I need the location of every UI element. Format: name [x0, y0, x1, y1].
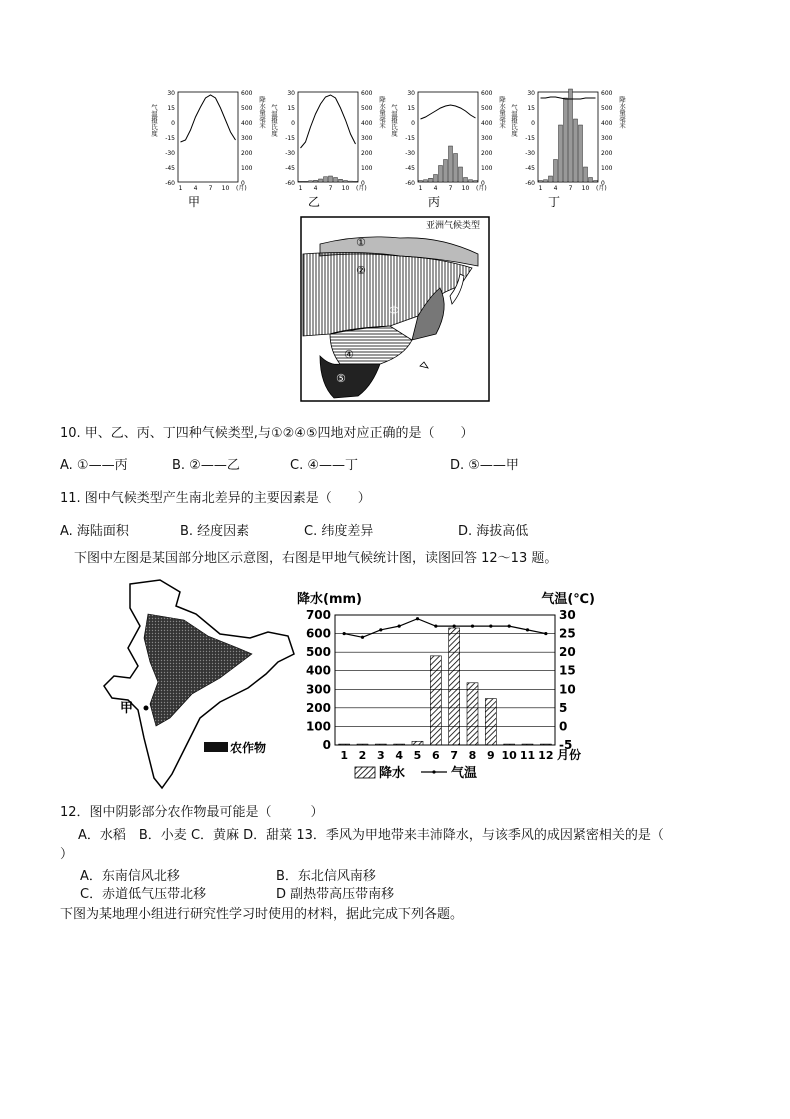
q11-option-b: B. 经度因素 — [180, 524, 250, 539]
temperature-point — [343, 632, 346, 635]
precip-bar — [569, 89, 573, 182]
precip-bar — [439, 166, 443, 183]
y-tick-label: 500 — [305, 645, 331, 660]
precip-bar — [474, 181, 478, 183]
temperature-point — [544, 632, 547, 635]
temp-tick-label: 0 — [171, 120, 175, 127]
y-tick-label: 600 — [305, 626, 331, 641]
temp-axis-title: 气温摄氏度 — [510, 104, 518, 137]
precip-axis-title: 降水量毫米 — [378, 96, 386, 129]
precip-bar — [349, 181, 353, 182]
month-tick-label: 4 — [313, 185, 318, 192]
temp-tick-label: 15 — [407, 105, 415, 112]
month-tick-label: 4 — [193, 185, 198, 192]
precipitation-bar — [522, 744, 533, 745]
precipitation-bar — [394, 744, 405, 745]
temp-tick-label: -45 — [285, 165, 295, 172]
month-tick-label: 4 — [553, 185, 558, 192]
y-tick-label: 700 — [305, 608, 331, 622]
temp-tick-label: -30 — [525, 150, 535, 157]
temp-tick-label: 30 — [287, 90, 295, 97]
temp-tick-label: -45 — [165, 165, 175, 172]
y-tick-label: 100 — [305, 719, 331, 734]
x-tick-label: 4 — [395, 749, 403, 762]
precipitation-bar — [467, 683, 478, 745]
temp-tick-label: -60 — [165, 180, 175, 187]
precip-bar — [434, 175, 438, 183]
precip-bar — [454, 154, 458, 183]
precip-bar — [419, 181, 423, 183]
question-11-stem: 11. 图中气候类型产生南北差异的主要因素是（ ） — [60, 491, 371, 506]
temp-tick-label: -15 — [285, 135, 295, 142]
temp-tick-label: 15 — [527, 105, 535, 112]
marker-3: ③ — [389, 304, 399, 317]
y2-tick-label: 15 — [559, 663, 576, 678]
q13-close-paren: ） — [60, 847, 74, 862]
month-tick-label: 4 — [433, 185, 438, 192]
precip-tick-label: 0 — [241, 180, 245, 187]
month-unit-label: (月) — [236, 185, 247, 192]
q11-option-d: D. 海拔高低 — [458, 524, 529, 539]
precip-bar — [579, 125, 583, 182]
temp-tick-label: 15 — [287, 105, 295, 112]
month-tick-label: 7 — [208, 185, 213, 192]
precipitation-bar — [430, 656, 441, 745]
precip-tick-label: 400 — [481, 120, 493, 127]
precip-tick-label: 300 — [481, 135, 493, 142]
precip-bar — [444, 160, 448, 183]
temp-tick-label: -60 — [285, 180, 295, 187]
climate-chart-4 — [510, 89, 626, 208]
month-tick-label: 1 — [298, 185, 303, 192]
precip-tick-label: 100 — [241, 165, 253, 172]
precipitation-bar — [449, 628, 460, 745]
month-tick-label: 7 — [448, 185, 453, 192]
closing-instruction: 下图为某地理小组进行研究性学习时使用的材料，据此完成下列各题。 — [60, 907, 464, 922]
temp-tick-label: -30 — [285, 150, 295, 157]
q11-option-a: A. 海陆面积 — [60, 524, 129, 539]
precip-tick-label: 200 — [361, 150, 373, 157]
precipitation-bar — [540, 744, 551, 745]
point-jia-label: 甲 — [120, 701, 134, 716]
precip-bar — [539, 181, 543, 183]
x-tick-label: 7 — [450, 749, 458, 762]
temp-tick-label: -60 — [405, 180, 415, 187]
q11-option-c: C. 纬度差异 — [304, 524, 374, 539]
month-tick-label: 1 — [418, 185, 423, 192]
q10-option-b: B. ②——乙 — [172, 458, 240, 473]
precip-bar — [429, 178, 433, 182]
temp-tick-label: 15 — [167, 105, 175, 112]
temperature-point — [508, 625, 511, 628]
y-axis-title: 降水(mm) — [297, 592, 362, 607]
q12-options-and-q13 — [78, 827, 664, 845]
precip-bar — [304, 181, 308, 182]
legend-crop-swatch — [204, 742, 228, 752]
question-13-stem: 13．季风为甲地带来丰沛降水，与该季风的成因紧密相关的是（ — [296, 828, 664, 843]
precip-bar — [544, 180, 548, 182]
precip-tick-label: 100 — [481, 165, 493, 172]
precip-axis-title: 降水量毫米 — [618, 96, 626, 129]
legend-temp-label: 气温 — [451, 766, 478, 781]
temp-axis-title: 气温摄氏度 — [150, 104, 158, 137]
precip-tick-label: 400 — [601, 120, 613, 127]
marker-4: ④ — [344, 348, 354, 361]
temp-tick-label: -30 — [165, 150, 175, 157]
temp-tick-label: -15 — [405, 135, 415, 142]
y2-tick-label: 0 — [559, 719, 568, 734]
month-tick-label: 10 — [581, 185, 590, 192]
temperature-point — [453, 625, 456, 628]
legend-precip-label: 降水 — [379, 766, 406, 781]
x-tick-label: 2 — [358, 749, 367, 762]
precip-axis-title: 降水量毫米 — [498, 96, 506, 129]
legend-precip-swatch — [355, 767, 375, 778]
x-tick-label: 9 — [487, 749, 495, 762]
precip-tick-label: 100 — [601, 165, 613, 172]
month-unit-label: (月) — [596, 185, 607, 192]
temp-axis-title: 气温摄氏度 — [270, 104, 278, 137]
climate-chart-3 — [390, 90, 506, 208]
x-tick-label: 6 — [432, 749, 440, 762]
india-crop-map — [100, 578, 300, 798]
climate-chart-label: 甲 — [188, 195, 201, 208]
precip-bar — [309, 181, 313, 182]
y-tick-label: 400 — [305, 663, 331, 678]
precip-bar — [464, 178, 468, 183]
x-tick-label: 12 — [538, 749, 554, 762]
temperature-point — [398, 625, 401, 628]
legend-crop-label: 农作物 — [230, 741, 267, 755]
precip-tick-label: 600 — [361, 90, 373, 97]
q13-option-d: D 副热带高压带南移 — [276, 887, 395, 902]
climate-chart-1 — [150, 90, 266, 208]
precip-tick-label: 300 — [361, 135, 373, 142]
precip-bar — [339, 179, 343, 182]
asia-climate-map — [300, 216, 490, 402]
q10-option-c: C. ④——丁 — [290, 458, 358, 473]
precip-bar — [299, 181, 303, 182]
precipitation-bar — [357, 744, 368, 745]
question-10-stem: 10. 甲、乙、丙、丁四种气候类型,与①②④⑤四地对应正确的是（ ） — [60, 426, 474, 441]
x-tick-label: 3 — [377, 749, 385, 762]
precip-tick-label: 200 — [241, 150, 253, 157]
precip-tick-label: 0 — [481, 180, 485, 187]
precip-tick-label: 200 — [601, 150, 613, 157]
y2-axis-title: 气温(℃) — [541, 592, 595, 607]
legend-temp-dot — [432, 770, 435, 773]
precip-bar — [314, 180, 318, 182]
x-axis-title: 月份 — [557, 748, 582, 762]
month-tick-label: 1 — [538, 185, 543, 192]
y2-tick-label: 20 — [559, 645, 576, 660]
precip-bar — [574, 119, 578, 182]
y2-tick-label: 10 — [559, 682, 576, 697]
temperature-point — [471, 625, 474, 628]
precip-tick-label: 500 — [601, 105, 613, 112]
climate-chart-label: 丙 — [428, 195, 441, 208]
y2-tick-label: -5 — [559, 738, 573, 752]
q10-option-a: A. ①——丙 — [60, 458, 128, 473]
precip-bar — [319, 179, 323, 182]
climate-charts-row — [150, 88, 630, 208]
month-tick-label: 10 — [221, 185, 230, 192]
q13-option-b: B．东北信风南移 — [276, 869, 376, 884]
precipitation-bar — [375, 744, 386, 745]
precip-bar — [549, 176, 553, 182]
precip-tick-label: 200 — [481, 150, 493, 157]
precip-bar — [589, 178, 593, 183]
precip-tick-label: 400 — [241, 120, 253, 127]
y-tick-label: 0 — [322, 738, 331, 752]
x-tick-label: 5 — [413, 749, 422, 762]
precipitation-bar — [485, 699, 496, 745]
climate-chart-frame — [538, 92, 598, 182]
precip-tick-label: 0 — [601, 180, 605, 187]
y2-tick-label: 5 — [559, 700, 568, 715]
precip-tick-label: 0 — [361, 180, 365, 187]
precip-bar — [554, 160, 558, 183]
precip-tick-label: 600 — [481, 90, 493, 97]
temp-tick-label: 0 — [531, 120, 535, 127]
y-tick-label: 200 — [305, 700, 331, 715]
precip-bar — [564, 98, 568, 182]
temp-tick-label: -30 — [405, 150, 415, 157]
temp-tick-label: 30 — [167, 90, 175, 97]
precip-tick-label: 500 — [481, 105, 493, 112]
temperature-line — [344, 619, 546, 638]
precip-bar — [584, 167, 588, 182]
temp-tick-label: -45 — [525, 165, 535, 172]
precip-tick-label: 300 — [241, 135, 253, 142]
month-tick-label: 10 — [341, 185, 350, 192]
precip-bar — [469, 180, 473, 182]
x-tick-label: 8 — [468, 749, 477, 762]
climate-chart-label: 丁 — [548, 195, 561, 208]
question-12-stem: 12．图中阴影部分农作物最可能是（ ） — [60, 805, 324, 820]
month-tick-label: 7 — [568, 185, 573, 192]
precip-tick-label: 600 — [241, 90, 253, 97]
precip-bar — [354, 181, 358, 182]
precip-tick-label: 400 — [361, 120, 373, 127]
precip-tick-label: 100 — [361, 165, 373, 172]
temp-tick-label: 30 — [527, 90, 535, 97]
precip-bar — [594, 181, 598, 183]
temp-axis-title: 气温摄氏度 — [390, 104, 398, 137]
temp-tick-label: -15 — [165, 135, 175, 142]
precip-bar — [559, 125, 563, 182]
intro-12-13: 下图中左图是某国部分地区示意图，右图是甲地气候统计图，读图回答 12～13 题。 — [74, 551, 558, 566]
jia-climate-chart — [295, 585, 595, 790]
temperature-point — [526, 628, 529, 631]
precip-axis-title: 降水量毫米 — [258, 96, 266, 129]
precip-bar — [334, 178, 338, 183]
q12-options: A．水稻 B．小麦 C．黄麻 D．甜菜 — [78, 828, 293, 843]
temperature-point — [379, 628, 382, 631]
precipitation-bar — [412, 741, 423, 745]
y-tick-label: 300 — [305, 682, 331, 697]
temperature-point — [416, 617, 419, 620]
y2-tick-label: 30 — [559, 608, 576, 622]
temp-tick-label: 0 — [411, 120, 415, 127]
temp-tick-label: -15 — [525, 135, 535, 142]
precip-bar — [449, 146, 453, 182]
precip-tick-label: 300 — [601, 135, 613, 142]
precip-tick-label: 600 — [601, 90, 613, 97]
climate-chart-label: 乙 — [308, 195, 321, 208]
q13-option-a: A．东南信风北移 — [80, 869, 180, 884]
marker-5: ⑤ — [336, 372, 346, 385]
climate-chart-2 — [270, 90, 386, 208]
month-tick-label: 10 — [461, 185, 470, 192]
precip-bar — [424, 180, 428, 182]
y2-tick-label: 25 — [559, 626, 576, 641]
month-tick-label: 7 — [328, 185, 333, 192]
precipitation-bar — [339, 744, 350, 745]
marker-2: ② — [356, 264, 366, 277]
marker-1: ① — [356, 236, 366, 249]
temp-tick-label: -60 — [525, 180, 535, 187]
temp-tick-label: -45 — [405, 165, 415, 172]
precip-bar — [329, 176, 333, 182]
precip-tick-label: 500 — [361, 105, 373, 112]
temperature-point — [361, 636, 364, 639]
temp-tick-label: 30 — [407, 90, 415, 97]
precip-tick-label: 500 — [241, 105, 253, 112]
x-tick-label: 11 — [519, 749, 536, 762]
month-unit-label: (月) — [476, 185, 487, 192]
point-jia — [144, 706, 149, 711]
temperature-point — [434, 625, 437, 628]
q10-option-d: D. ⑤——甲 — [450, 458, 519, 473]
month-unit-label: (月) — [356, 185, 367, 192]
x-tick-label: 1 — [340, 749, 348, 762]
precipitation-bar — [504, 744, 515, 745]
x-tick-label: 10 — [501, 749, 517, 762]
precip-bar — [344, 181, 348, 183]
precip-bar — [324, 177, 328, 182]
month-tick-label: 1 — [178, 185, 183, 192]
asia-map-title: 亚洲气候类型 — [426, 221, 481, 231]
temperature-point — [489, 625, 492, 628]
precip-bar — [459, 167, 463, 182]
q13-option-c: C．赤道低气压带北移 — [80, 887, 207, 902]
temp-tick-label: 0 — [291, 120, 295, 127]
